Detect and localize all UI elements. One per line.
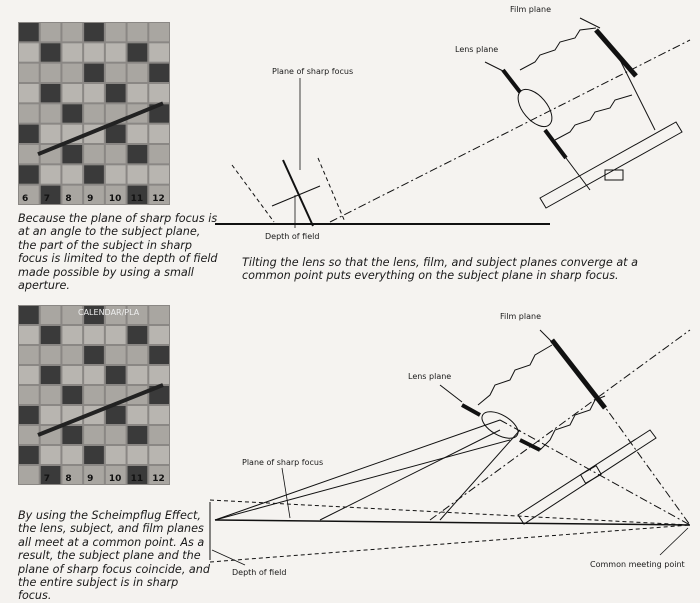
sharp-focus-label-bottom: Plane of sharp focus — [242, 458, 324, 467]
film-label-pointer — [580, 18, 600, 28]
calendar-number: 6 — [22, 194, 29, 204]
optical-axis — [330, 40, 690, 222]
plane-of-sharp-focus — [283, 160, 313, 226]
camera-rail — [540, 122, 682, 208]
calendar-number: 7 — [43, 474, 50, 484]
lens-label-pointer — [485, 62, 505, 72]
film-plane — [552, 340, 605, 408]
calendar-number: 9 — [87, 194, 94, 204]
top-diagram — [215, 18, 690, 228]
calendar-number: 10 — [108, 474, 122, 484]
calendar-number: 8 — [65, 194, 72, 204]
top-photo-caption: Because the plane of sharp focus is at an angle to the subject plane, the part of the subject in sharp focus is limited to the depth of field made possible by using a small aperture. — [18, 212, 218, 293]
bellows-bottom — [555, 95, 632, 140]
bellows-top — [520, 28, 596, 70]
calendar-number: 11 — [130, 474, 144, 484]
film-plane — [596, 30, 636, 76]
calendar-number: 11 — [130, 194, 144, 204]
lens-plane — [503, 70, 520, 92]
lens-plane-label-bottom: Lens plane — [408, 372, 452, 381]
bottom-photo-caption: By using the Scheimpflug Effect, the lens, subject, and film planes all meet at a common point. As a result, the subject plane and the plane of sharp focus coincide, and the entire subject is in sharp focus. — [18, 509, 210, 603]
camera-rail — [518, 430, 656, 524]
top-diagram-caption: Tilting the lens so that the lens, film, and subject planes converge at a common point puts everything on the subject plane in sharp focus. — [242, 256, 638, 283]
calendar-number: 7 — [43, 194, 50, 204]
subject-plane — [215, 520, 690, 525]
calendar-number: 12 — [152, 474, 165, 484]
calendar-number: 10 — [108, 194, 122, 204]
calendar-header: CALENDAR/PLA — [78, 308, 140, 317]
lens-plane — [462, 405, 480, 415]
dof-far — [318, 158, 345, 222]
dof-near — [232, 165, 274, 222]
common-point-label: Common meeting point — [590, 560, 685, 569]
film-plane-label-top: Film plane — [510, 5, 551, 14]
lens-plane-label-top: Lens plane — [455, 45, 499, 54]
calendar-number: 12 — [152, 194, 165, 204]
calendar-number: 9 — [87, 474, 94, 484]
sharp-focus-label-top: Plane of sharp focus — [272, 67, 354, 76]
film-plane-label-bottom: Film plane — [500, 312, 541, 321]
calendar-number: 8 — [65, 474, 72, 484]
dof-label-top: Depth of field — [265, 232, 320, 241]
dof-label-bottom: Depth of field — [232, 568, 287, 577]
bottom-diagram — [210, 330, 690, 565]
